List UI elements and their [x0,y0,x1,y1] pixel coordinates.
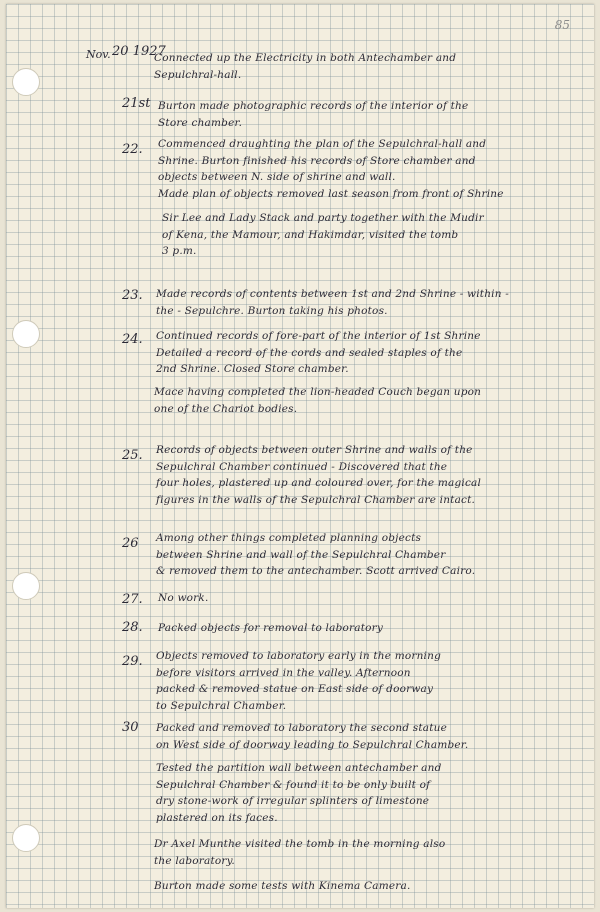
entry-text: Among other things completed planning objects between Shrine and wall of the Sepulchral Chamber & removed them to the antechamber. Scott arrived Cairo. [156,532,476,577]
entry-text: Burton made some tests with Kinema Camera. [154,880,411,892]
entry-date: 20 1927 [112,44,166,59]
entry-text: Commenced draughting the plan of the Sepulchral-hall and Shrine. Burton finished his records of Store chamber and objects between N. side of shrine and wall. Made plan of objects removed last season from front of Shrine [158,138,504,200]
entry-text: Records of objects between outer Shrine and walls of the Sepulchral Chamber continued - Discovered that the four holes, plastered up and coloured over, for the magical figures in the walls of the Sepulchral Chamber are intact. [156,444,482,506]
binder-hole [12,824,40,852]
binder-hole [12,68,40,96]
notebook-page [6,4,594,908]
entry-date: 23. [122,288,143,303]
entry-date: 29. [122,654,143,669]
page-number: 85 [554,18,570,32]
entry-text: Packed and removed to laboratory the second statue on West side of doorway leading to Sepulchral Chamber. [156,722,469,751]
entry-date: 30 [122,720,139,735]
entry-text: Made records of contents between 1st and 2nd Shrine - within - the - Sepulchre. Burton taking his photos. [156,288,509,317]
entry-date: 24. [122,332,143,347]
entry-text: Dr Axel Munthe visited the tomb in the morning also the laboratory. [154,838,446,867]
entry-text: Tested the partition wall between antechamber and Sepulchral Chamber & found it to be only built of dry stone-work of irregular splinters of limestone plastered on its faces. [156,762,442,824]
entry-date: 22. [122,142,143,157]
entry-text: Packed objects for removal to laboratory [158,622,383,634]
entry-date: 26 [122,536,139,551]
entry-date: 28. [122,620,143,635]
entry-text: Mace having completed the lion-headed Couch began upon one of the Chariot bodies. [154,386,482,415]
binder-hole [12,572,40,600]
entry-text: Burton made photographic records of the interior of the Store chamber. [158,100,469,129]
entry-text: No work. [158,592,209,604]
month-label: Nov. [86,48,111,61]
entry-date: 27. [122,592,143,607]
entry-text: Objects removed to laboratory early in the morning before visitors arrived in the valley. Afternoon packed & removed statue on East side of doorway to Sepulchral Chamber. [156,650,442,712]
binder-hole [12,320,40,348]
entry-text: Connected up the Electricity in both Antechamber and Sepulchral-hall. [154,52,457,81]
entry-text: Sir Lee and Lady Stack and party together with the Mudir of Kena, the Mamour, and Hakimdar, visited the tomb 3 p.m. [162,212,484,257]
entry-text: Continued records of fore-part of the interior of 1st Shrine Detailed a record of the cords and sealed staples of the 2nd Shrine. Closed Store chamber. [156,330,481,375]
entry-date: 21st [122,96,151,111]
entry-date: 25. [122,448,143,463]
